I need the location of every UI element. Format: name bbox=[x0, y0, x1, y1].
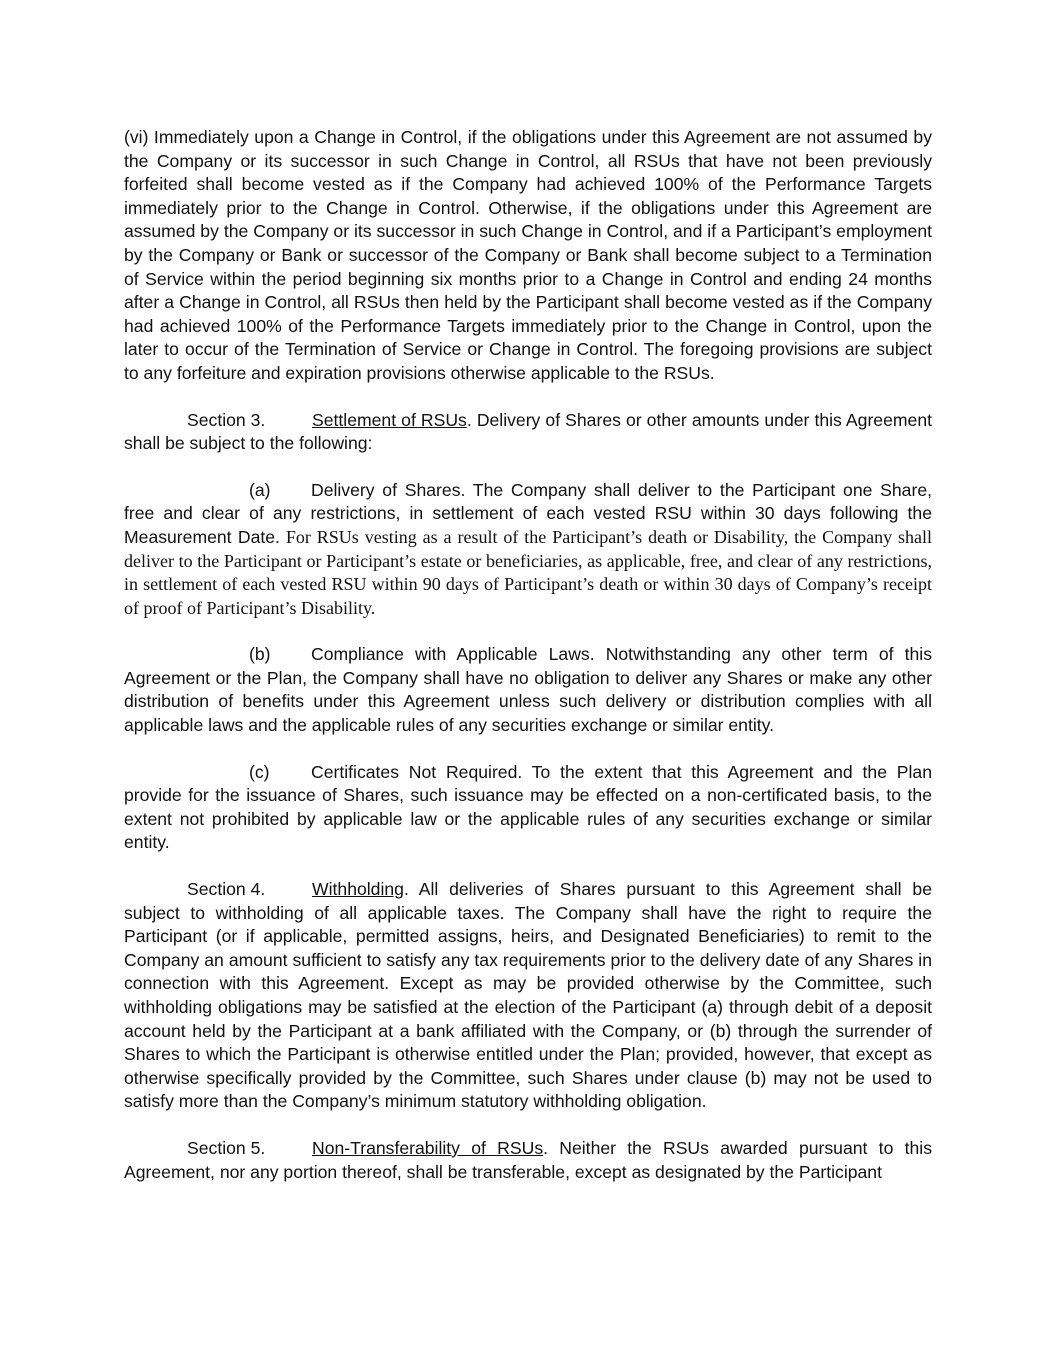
section-3-text: . Delivery of Shares or other amounts under this Agreement shall be subject to the following: bbox=[124, 409, 932, 454]
section-4-heading: Withholding bbox=[312, 879, 404, 900]
section-3a-text: Delivery of Shares. The Company shall deliver to the Participant one Share, free and clear of any restrictions, in settlement of each vested RSU within 30 days following the Measurement Date. bbox=[124, 479, 932, 547]
document-page bbox=[124, 126, 932, 1207]
section-4-number: Section 4. bbox=[187, 879, 266, 900]
section-3a-letter: (a) bbox=[249, 479, 271, 500]
section-3-heading: Settlement of RSUs bbox=[312, 409, 467, 430]
section-5-number: Section 5. bbox=[187, 1137, 266, 1158]
section-3a bbox=[124, 479, 932, 621]
section-5 bbox=[124, 1137, 932, 1184]
section-3a-text-serif: For RSUs vesting as a result of the Participant’s death or Disability, the Company shall deliver to the Participant or Participant’s estate or beneficiaries, as applicable, free, and clear of any restrictions, in settlement of each vested RSU within 90 days of Participant’s death or within 30 days of Company’s receipt of proof of Participant’s Disability. bbox=[124, 526, 932, 618]
section-3-number: Section 3. bbox=[187, 409, 266, 430]
section-3c bbox=[124, 761, 932, 855]
section-4 bbox=[124, 878, 932, 1114]
section-5-heading: Non-Transferability of RSUs bbox=[312, 1137, 544, 1158]
section-4-text: . All deliveries of Shares pursuant to this Agreement shall be subject to withholding of all applicable taxes. The Company shall have the right to require the Participant (or if applicable, permitted assigns, heirs, and Designated Beneficiaries) to remit to the Company an amount sufficient to satisfy any tax requirements prior to the delivery date of any Shares in connection with this Agreement. Except as may be provided otherwise by the Committee, such withholding obligations may be satisfied at the election of the Participant (a) through debit of a deposit account held by the Participant at a bank affiliated with the Company, or (b) through the surrender of Shares to which the Participant is otherwise entitled under the Plan; provided, however, that except as otherwise specifically provided by the Committee, such Shares under clause (b) may not be used to satisfy more than the Company’s minimum statutory withholding obligation. bbox=[124, 879, 932, 1112]
section-3c-letter: (c) bbox=[249, 761, 270, 782]
section-5-text: . Neither the RSUs awarded pursuant to this Agreement, nor any portion thereof, shall be transferable, except as designated by the Participant bbox=[124, 1137, 933, 1182]
paragraph-vi-text: (vi) Immediately upon a Change in Control, if the obligations under this Agreement are not assumed by the Company or its successor in such Change in Control, all RSUs that have not been previously forfeited shall become vested as if the Company had achieved 100% of the Performance Targets immediately prior to the Change in Control. Otherwise, if the obligations under this Agreement are assumed by the Company or its successor in such Change in Control, and if a Participant’s employment by the Company or Bank or successor of the Company or Bank shall become subject to a Termination of Service within the period beginning six months prior to a Change in Control and ending 24 months after a Change in Control, all RSUs then held by the Participant shall become vested as if the Company had achieved 100% of the Performance Targets immediately prior to the Change in Control, upon the later to occur of the Termination of Service or Change in Control. The foregoing provisions are subject to any forfeiture and expiration provisions otherwise applicable to the RSUs. bbox=[124, 127, 932, 383]
section-3c-text: Certificates Not Required. To the extent that this Agreement and the Plan provide for the issuance of Shares, such issuance may be effected on a non-certificated basis, to the extent not prohibited by applicable law or the applicable rules of any securities exchange or similar entity. bbox=[124, 761, 932, 853]
section-3b bbox=[124, 643, 932, 737]
section-3 bbox=[124, 409, 932, 456]
section-3b-letter: (b) bbox=[249, 644, 271, 665]
paragraph-vi bbox=[124, 126, 932, 386]
section-3b-text: Compliance with Applicable Laws. Notwithstanding any other term of this Agreement or the Plan, the Company shall have no obligation to deliver any Shares or make any other distribution of benefits under this Agreement unless such delivery or distribution complies with all applicable laws and the applicable rules of any securities exchange or similar entity. bbox=[124, 644, 932, 736]
